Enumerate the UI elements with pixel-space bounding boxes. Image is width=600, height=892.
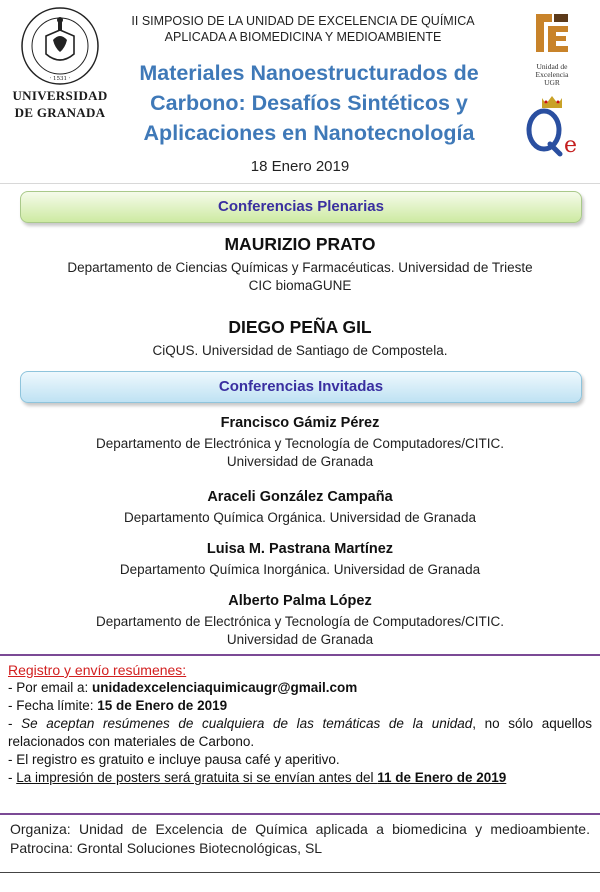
event-date: 18 Enero 2019: [250, 158, 350, 175]
registration-posters-line: [8, 769, 592, 787]
title-line1: Materiales Nanoestructurados de: [139, 61, 479, 85]
unidad-excelencia-icon: [528, 8, 576, 58]
university-name-line1: UNIVERSIDAD: [12, 88, 108, 103]
registration-bottom-divider: [0, 813, 600, 815]
deadline-date: 15 de Enero de 2019: [97, 698, 228, 713]
quality-seal-logo: [520, 92, 584, 158]
registration-topics-line: [8, 715, 592, 751]
speaker-affiliation-line2: Universidad de Granada: [226, 454, 374, 469]
topics-prefix: -: [8, 716, 22, 731]
symposium-line1: II SIMPOSIO DE LA UNIDAD DE EXCELENCIA DE QUÍMICA: [131, 14, 475, 28]
speaker-affiliation-line1: Departamento de Ciencias Químicas y Farmacéuticas. Universidad de Trieste: [67, 260, 533, 275]
svg-text:· 1531 ·: · 1531 ·: [49, 76, 71, 82]
organizer-sponsor-text: Organiza: Unidad de Excelencia de Química aplicada a biomedicina y medioambiente. Patrocina: Grontal Soluciones Biotecnológicas, SL: [10, 821, 590, 856]
speaker-affiliation-line1: CiQUS. Universidad de Santiago de Compostela.: [152, 343, 448, 358]
deadline-prefix: - Fecha límite:: [8, 698, 98, 713]
topics-rest-text: , no sólo aquellos relacionados con materiales de Carbono.: [8, 716, 592, 749]
symposium-line2: APLICADA A BIOMEDICINA Y MEDIOAMBIENTE: [164, 30, 442, 44]
speaker-name: DIEGO PEÑA GIL: [228, 317, 372, 337]
university-of-granada-seal-icon: [20, 6, 100, 86]
invited-speaker-3: [0, 541, 600, 579]
unidad-excelencia-line2: Excelencia: [535, 70, 569, 79]
registration-free-line: - El registro es gratuito e incluye pausa café y aperitivo.: [8, 752, 340, 767]
quality-seal-icon: [520, 92, 584, 158]
plenary-speaker-2: [0, 317, 600, 360]
plenary-speaker-1: [0, 234, 600, 295]
registration-deadline-line: [8, 697, 592, 715]
invited-speaker-1: [0, 415, 600, 471]
registration-title: Registro y envío resúmenes:: [8, 662, 187, 678]
speaker-affiliation-line1: Departamento Química Inorgánica. Universidad de Granada: [119, 562, 481, 577]
speaker-name: Alberto Palma López: [228, 593, 372, 609]
university-name-line2: DE GRANADA: [14, 105, 106, 120]
title-line3: Aplicaciones en Nanotecnología: [143, 121, 475, 145]
registration-section: [8, 661, 592, 787]
registration-top-divider: [0, 654, 600, 656]
title-line2: Carbono: Desafíos Sintéticos y: [150, 91, 468, 115]
invited-speaker-2: [0, 489, 600, 527]
invited-speaker-4: [0, 593, 600, 649]
speaker-affiliation-line2: CIC biomaGUNE: [248, 278, 352, 293]
speaker-affiliation-line2: Universidad de Granada: [226, 632, 374, 647]
university-logo: [6, 6, 114, 120]
posters-text: [16, 770, 506, 785]
invited-section-heading: Conferencias Invitadas: [20, 371, 582, 403]
posters-body: La impresión de posters será gratuita si se envían antes del: [16, 770, 378, 785]
speaker-affiliation-line1: Departamento Química Orgánica. Universidad de Granada: [124, 510, 476, 525]
registration-email-line: [8, 679, 592, 697]
speaker-name: Luisa M. Pastrana Martínez: [206, 541, 394, 557]
header-divider: [0, 183, 600, 184]
speaker-affiliation-line1: Departamento de Electrónica y Tecnología de Computadores/CITIC.: [96, 436, 504, 451]
speaker-name: Francisco Gámiz Pérez: [220, 415, 380, 431]
page-title: [118, 58, 500, 148]
email-prefix: - Por email a:: [8, 680, 93, 695]
contact-email-link[interactable]: unidadexcelenciaquimicaugr@gmail.com: [92, 680, 358, 695]
unidad-excelencia-line1: Unidad de: [536, 62, 568, 71]
unidad-excelencia-logo: [520, 8, 584, 87]
posters-prefix: -: [8, 770, 17, 785]
speaker-name: Araceli González Campaña: [207, 489, 393, 505]
topics-italic-text: Se aceptan resúmenes de cualquiera de las temáticas de la unidad: [21, 716, 473, 731]
svg-text:e: e: [564, 133, 578, 158]
speaker-affiliation-line1: Departamento de Electrónica y Tecnología de Computadores/CITIC.: [96, 614, 504, 629]
plenary-section-heading: Conferencias Plenarias: [20, 191, 582, 223]
symposium-name: [120, 13, 486, 45]
speaker-name: MAURIZIO PRATO: [224, 234, 376, 254]
footer-bottom-border: [0, 872, 600, 873]
unidad-excelencia-line3: UGR: [544, 78, 560, 87]
posters-date: 11 de Enero de 2019: [377, 770, 507, 785]
